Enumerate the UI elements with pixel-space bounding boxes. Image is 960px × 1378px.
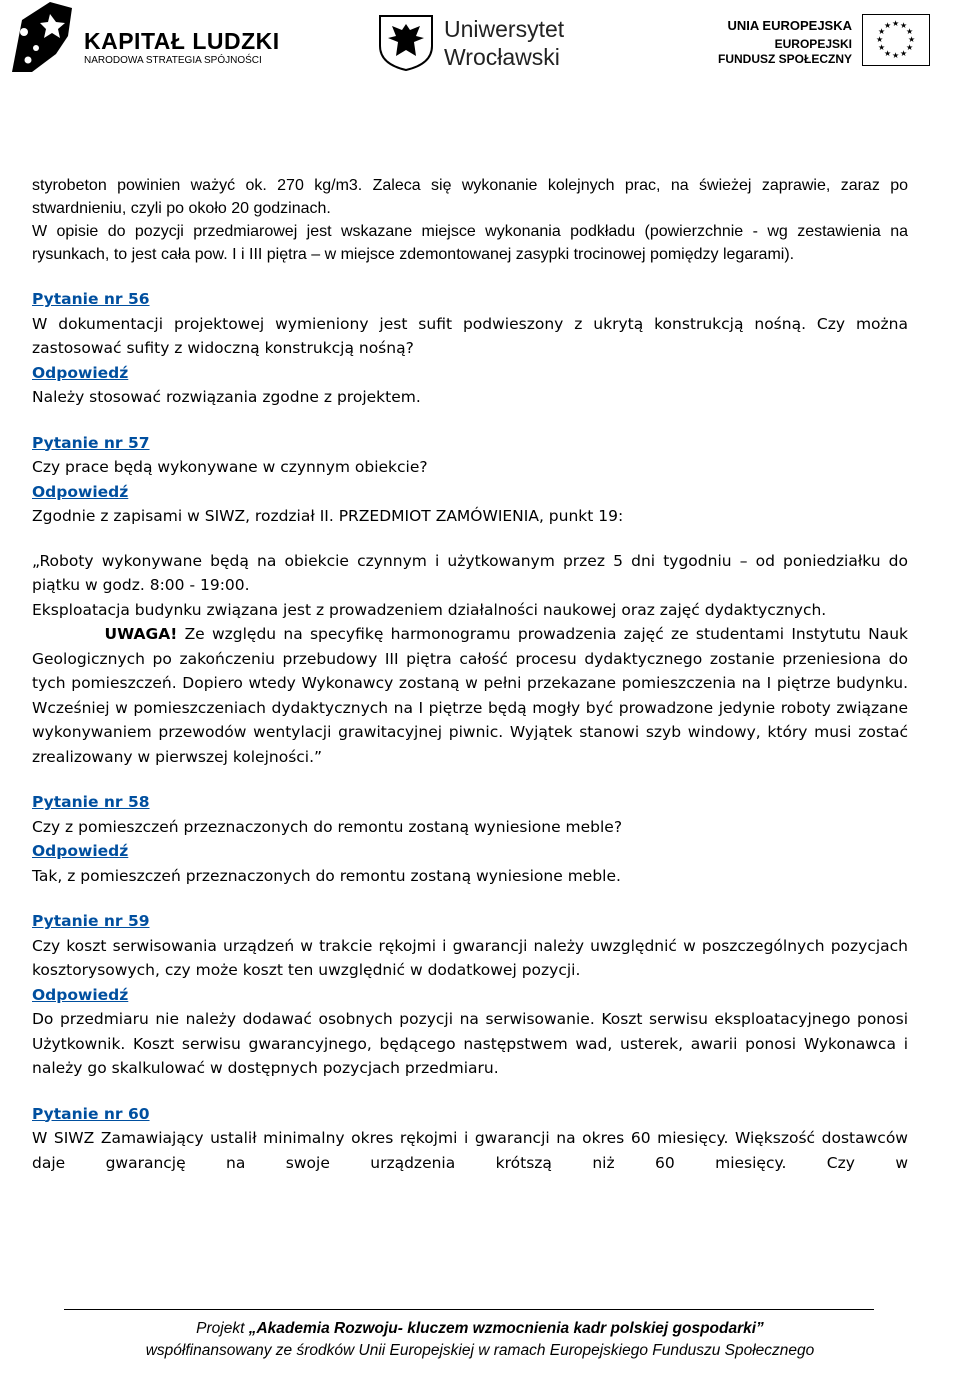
svg-text:★: ★: [906, 43, 914, 52]
footer: [0, 1318, 960, 1362]
question-58-text: Czy z pomieszczeń przeznaczonych do remontu zostaną wyniesione meble?: [32, 817, 623, 836]
question-60-title: Pytanie nr 60: [32, 1104, 150, 1123]
svg-text:★: ★: [892, 51, 900, 60]
kapital-ludzki-subtitle: NARODOWA STRATEGIA SPÓJNOŚCI: [84, 55, 262, 66]
question-57-title: Pytanie nr 57: [32, 433, 150, 452]
kapital-ludzki-emblem-icon: [10, 2, 76, 74]
svg-text:★: ★: [884, 49, 892, 58]
university-eagle-crest-icon: [376, 12, 436, 72]
university-name-line1: Uniwersytet: [444, 16, 565, 42]
answer-56-text: Należy stosować rozwiązania zgodne z projektem.: [32, 388, 421, 406]
uniwersytet-wroclawski-logo: [376, 12, 586, 72]
intro-paragraph-2: W opisie do pozycji przedmiarowej jest wskazane miejsce wykonania podkładu (powierzchnie - wg zestawienia na rysunkach, to jest cała pow. I i III piętra – w miejsce zdemontowanej zasypki trocinowej pomiędzy legarami).: [32, 223, 908, 263]
footer-divider: [64, 1309, 874, 1310]
document-body: [32, 174, 908, 1175]
svg-text:★: ★: [900, 21, 908, 30]
question-59-title: Pytanie nr 59: [32, 912, 150, 930]
footer-line-2: współfinansowany ze środków Unii Europejskiej w ramach Europejskiego Funduszu Społecznego: [145, 1342, 815, 1359]
answer-56-label: Odpowiedź: [32, 363, 129, 382]
question-57-text: Czy prace będą wykonywane w czynnym obiekcie?: [32, 458, 428, 476]
question-60-text: W SIWZ Zamawiający ustalił minimalny okres rękojmi i gwarancji na okres 60 miesięcy. Większość dostawców daje gwarancję na swoje urządzenia krótszą niż 60 miesięcy. Czy w: [32, 1129, 908, 1172]
svg-text:★: ★: [908, 35, 916, 44]
svg-text:★: ★: [884, 21, 892, 30]
svg-text:★: ★: [876, 35, 884, 44]
question-59-text: Czy koszt serwisowania urządzeń w trakcie rękojmi i gwarancji należy uwzględnić w poszczególnych pozycjach kosztorysowych, czy może koszt ten uwzględnić w dodatkowej pozycji.: [32, 936, 908, 979]
svg-text:★: ★: [878, 27, 886, 36]
warning-text: Ze względu na specyfikę harmonogramu prowadzenia zajęć ze studentami Instytutu Nauk Geologicznych po zakończeniu przebudowy III piętra całość procesu dydaktycznego zostanie przeniesiona do tych pomieszczeń. Dopiero wtedy Wykonawcy zostaną w pełni przekazane pomieszczenia na I piętrze budynku. Wcześniej w pomieszczeniach dydaktycznych na I piętrze będą mogły być prowadzone jedynie roboty związane wykonywaniem przewodów wentylacji grawitacyjnej piwnic. Wyjątek stanowi szyb windowy, który musi zostać zrealizowany w pierwszej kolejności.”: [32, 625, 908, 766]
question-56-title: Pytanie nr 56: [32, 290, 150, 308]
university-name-line2: Wrocławski: [444, 44, 560, 70]
answer-59-label: Odpowiedź: [32, 985, 129, 1004]
answer-57-quote-1: „Roboty wykonywane będą na obiekcie czynnym i użytkowanym przez 5 dni tygodniu – od poniedziałku do piątku w godz. 8:00 - 19:00.: [32, 551, 908, 594]
answer-58-text: Tak, z pomieszczeń przeznaczonych do remontu zostaną wyniesione meble.: [32, 866, 621, 885]
ue-efs-logo: [717, 14, 960, 74]
footer-project-prefix: Projekt: [196, 1320, 249, 1337]
answer-57-label: Odpowiedź: [32, 482, 129, 501]
kapital-ludzki-title: KAPITAŁ LUDZKI: [84, 28, 280, 54]
answer-57-warning: [32, 622, 908, 769]
footer-line-1: [0, 1318, 960, 1340]
question-56-text: W dokumentacji projektowej wymieniony jest sufit podwieszony z ukrytą konstrukcją nośną. Czy można zastosować sufity z widoczną konstrukcją nośną?: [32, 314, 908, 357]
question-58-title: Pytanie nr 58: [32, 793, 150, 811]
answer-58-label: Odpowiedź: [32, 842, 129, 860]
eu-flag-icon: [862, 14, 930, 66]
intro-paragraph-1: styrobeton powinien ważyć ok. 270 kg/m3. Zaleca się wykonanie kolejnych prac, na świeżej zaprawie, zaraz po stwardnieniu, czyli po około 20 godzinach.: [32, 177, 908, 217]
answer-57-quote-2: Eksploatacja budynku związana jest z prowadzeniem działalności naukowej oraz zajęć dydaktycznych.: [32, 600, 827, 619]
svg-text:★: ★: [892, 19, 900, 28]
svg-text:★: ★: [900, 49, 908, 58]
header-logos: [0, 0, 960, 80]
kapital-ludzki-logo: [10, 2, 280, 74]
footer-project-name: „Akademia Rozwoju- kluczem wzmocnienia kadr polskiej gospodarki”: [248, 1320, 764, 1337]
ue-fund-line2: FUNDUSZ SPOŁECZNY: [717, 52, 852, 66]
answer-57-text: Zgodnie z zapisami w SIWZ, rozdział II. PRZEDMIOT ZAMÓWIENIA, punkt 19:: [32, 507, 624, 525]
ue-title: UNIA EUROPEJSKA: [727, 18, 852, 33]
ue-fund-line1: EUROPEJSKI: [774, 37, 852, 51]
warning-label: UWAGA!: [104, 625, 178, 643]
svg-text:★: ★: [878, 43, 886, 52]
answer-59-text: Do przedmiaru nie należy dodawać osobnych pozycji na serwisowanie. Koszt serwisu eksploatacyjnego ponosi Użytkownik. Koszt serwisu gwarancyjnego, będącego następstwem wad, usterek, awarii ponosi Wykonawca i należy go skalkulować w dostępnych pozycjach przedmiaru.: [32, 1010, 908, 1077]
svg-text:★: ★: [906, 27, 914, 36]
